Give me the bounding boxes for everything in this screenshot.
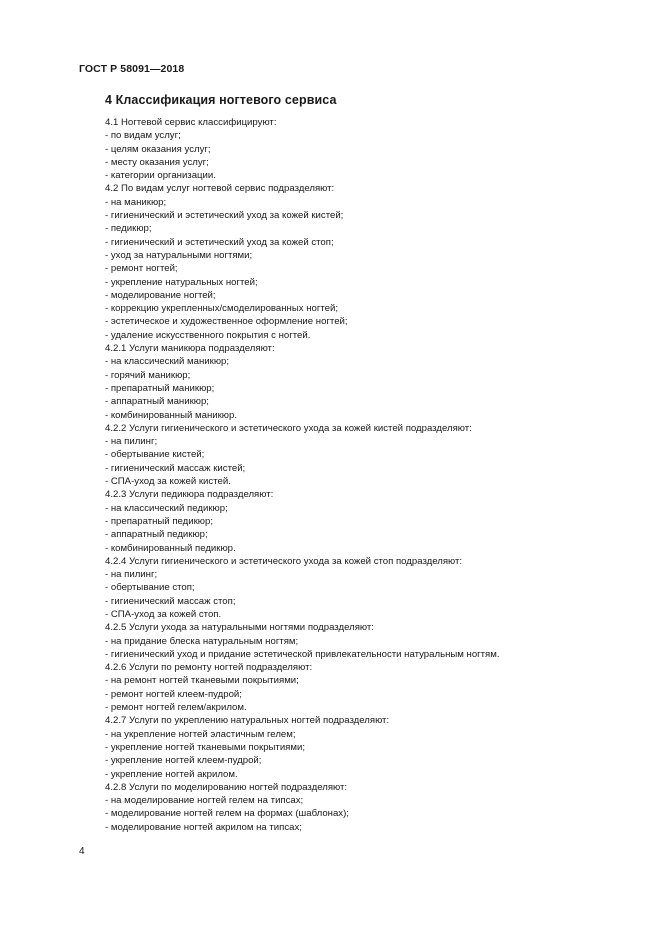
list-item: - моделирование ногтей гелем на формах (шаблонах); <box>105 808 349 820</box>
list-item: - категории организации. <box>105 170 216 182</box>
list-item: - на пилинг; <box>105 436 158 448</box>
list-item: - СПА-уход за кожей кистей. <box>105 476 231 488</box>
list-item: - препаратный маникюр; <box>105 382 215 394</box>
list-item: - месту оказания услуг; <box>105 156 209 168</box>
list-item: - на маникюр; <box>105 196 167 208</box>
list-item: - на классический педикюр; <box>105 502 228 514</box>
list-item: - моделирование ногтей; <box>105 289 216 301</box>
clause-line: 4.2.4 Услуги гигиенического и эстетического ухода за кожей стоп подразделяют: <box>105 555 463 567</box>
list-item: - укрепление ногтей тканевыми покрытиями; <box>105 741 306 753</box>
clause-line: 4.2 По видам услуг ногтевой сервис подразделяют: <box>105 183 335 195</box>
clause-line: 4.2.8 Услуги по моделированию ногтей подразделяют: <box>105 781 348 793</box>
list-item: - удаление искусственного покрытия с ногтей. <box>105 329 311 341</box>
list-item: - аппаратный педикюр; <box>105 529 208 541</box>
list-item: - на придание блеска натуральным ногтям; <box>105 635 299 647</box>
list-item: - гигиенический массаж стоп; <box>105 595 236 607</box>
list-item: - ремонт ногтей; <box>105 263 178 275</box>
clause-line: 4.2.5 Услуги ухода за натуральными ногтями подразделяют: <box>105 622 374 634</box>
document-code: ГОСТ Р 58091—2018 <box>79 63 185 75</box>
list-item: - моделирование ногтей акрилом на типсах; <box>105 821 302 833</box>
list-item: - на моделирование ногтей гелем на типсах; <box>105 795 304 807</box>
clause-line: 4.2.6 Услуги по ремонту ногтей подразделяют: <box>105 662 313 674</box>
list-item: - укрепление ногтей акрилом. <box>105 768 238 780</box>
list-item: - укрепление ногтей клеем-пудрой; <box>105 755 262 767</box>
section-body <box>105 116 605 834</box>
clause-line: 4.2.1 Услуги маникюра подразделяют: <box>105 343 275 355</box>
clause-line: 4.2.3 Услуги педикюра подразделяют: <box>105 489 274 501</box>
list-item: - гигиенический массаж кистей; <box>105 462 246 474</box>
list-item: - уход за натуральными ногтями; <box>105 249 253 261</box>
list-item: - ремонт ногтей клеем-пудрой; <box>105 688 242 700</box>
section-title: 4 Классификация ногтевого сервиса <box>105 93 337 107</box>
list-item: - СПА-уход за кожей стоп. <box>105 608 222 620</box>
list-item: - обертывание кистей; <box>105 449 205 461</box>
list-item: - коррекцию укрепленных/смоделированных ногтей; <box>105 303 338 315</box>
clause-line: 4.1 Ногтевой сервис классифицируют: <box>105 117 277 128</box>
list-item: - на классический маникюр; <box>105 356 230 368</box>
clause-line: 4.2.7 Услуги по укреплению натуральных ногтей подразделяют: <box>105 715 390 727</box>
list-item: - комбинированный маникюр. <box>105 409 237 421</box>
list-item: - гигиенический и эстетический уход за кожей стоп; <box>105 236 334 248</box>
list-item: - горячий маникюр; <box>105 369 191 381</box>
list-item: - по видам услуг; <box>105 130 181 142</box>
list-item: - на пилинг; <box>105 569 158 581</box>
list-item: - на ремонт ногтей тканевыми покрытиями; <box>105 675 299 687</box>
list-item: - обертывание стоп; <box>105 582 195 594</box>
list-item: - гигиенический и эстетический уход за кожей кистей; <box>105 210 344 222</box>
list-item: - гигиенический уход и придание эстетической привлекательности натуральным ногтям. <box>105 648 500 660</box>
list-item: - комбинированный педикюр. <box>105 542 236 554</box>
page-number: 4 <box>79 846 85 857</box>
list-item: - препаратный педикюр; <box>105 515 213 527</box>
list-item: - укрепление натуральных ногтей; <box>105 276 258 288</box>
list-item: - на укрепление ногтей эластичным гелем; <box>105 728 296 740</box>
list-item: - аппаратный маникюр; <box>105 396 209 408</box>
list-item: - целям оказания услуг; <box>105 143 211 155</box>
clause-line: 4.2.2 Услуги гигиенического и эстетического ухода за кожей кистей подразделяют: <box>105 422 472 434</box>
list-item: - ремонт ногтей гелем/акрилом. <box>105 702 247 714</box>
list-item: - педикюр; <box>105 223 152 235</box>
list-item: - эстетическое и художественное оформление ногтей; <box>105 316 348 328</box>
